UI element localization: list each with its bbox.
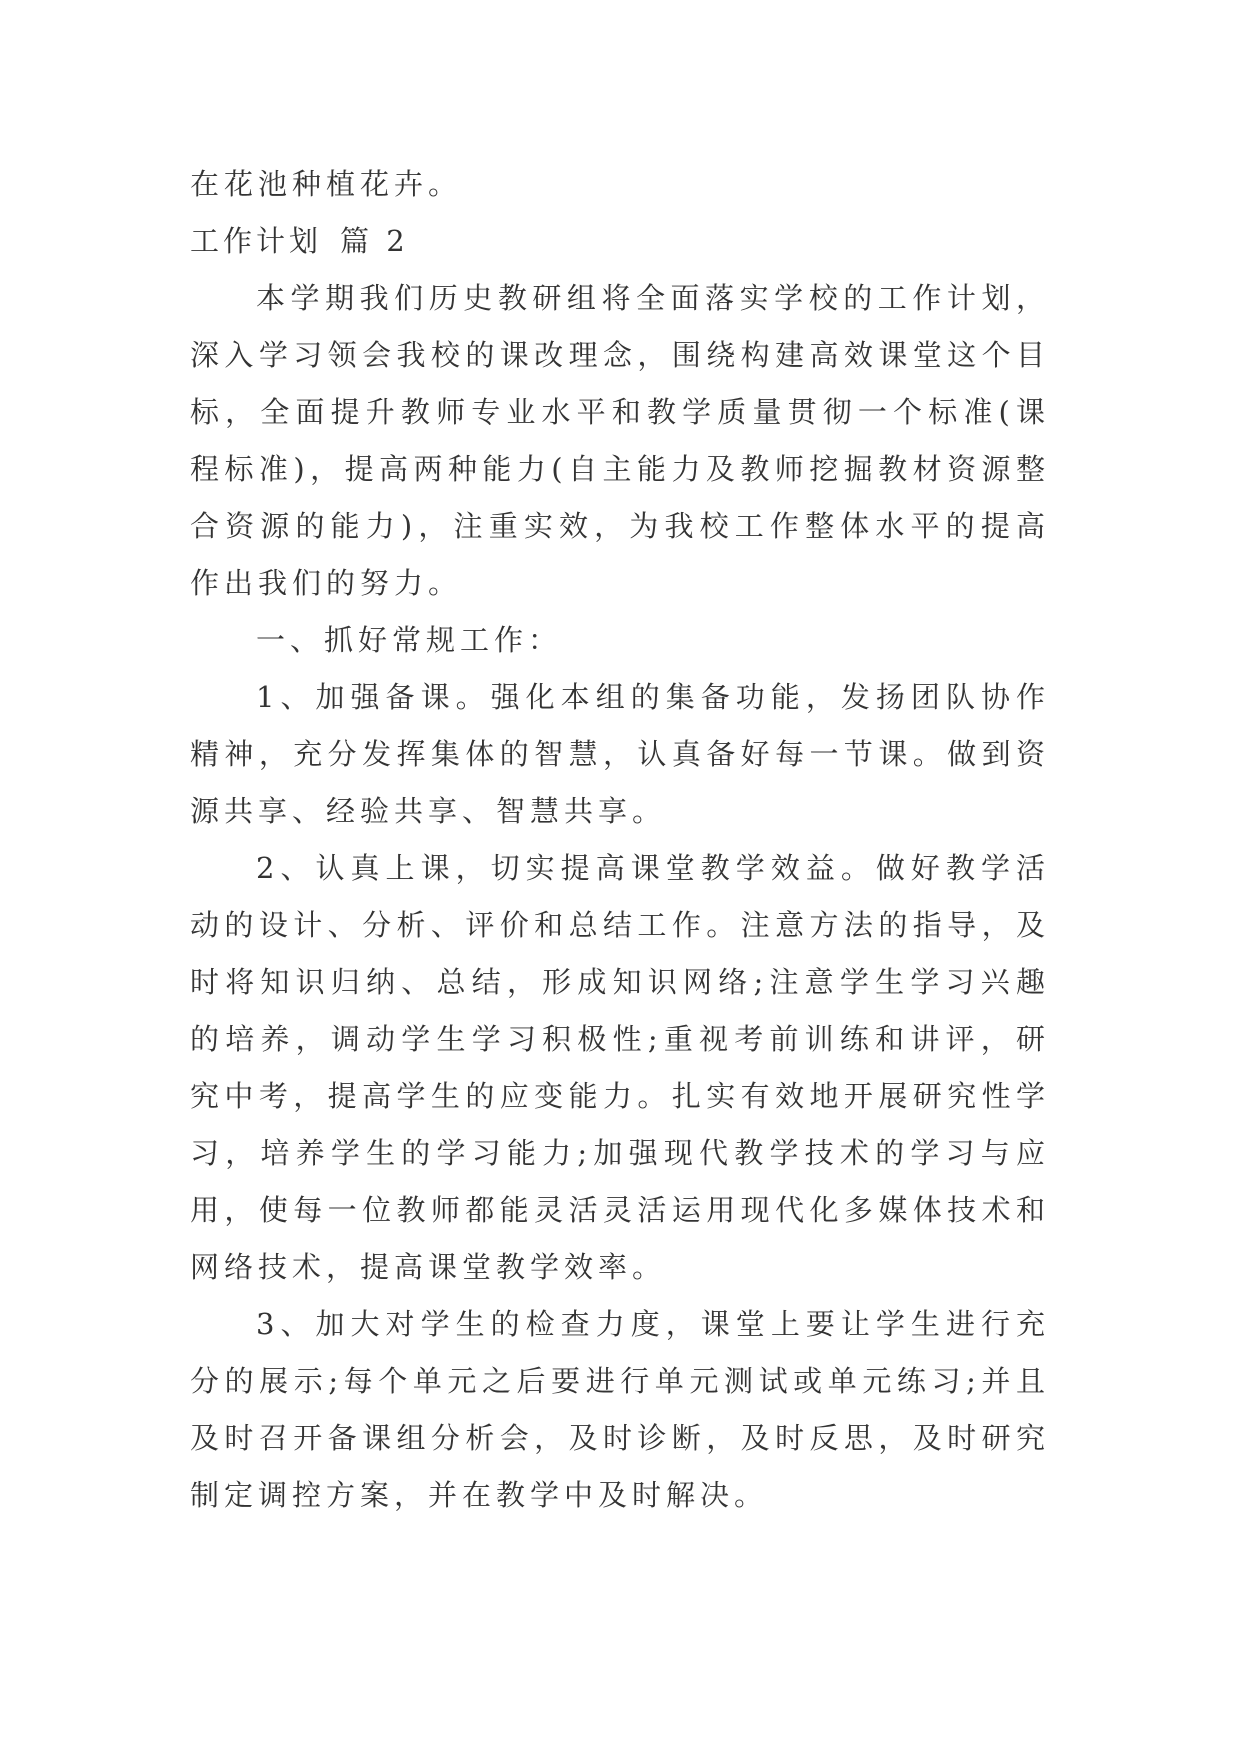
section-title <box>190 213 1050 270</box>
heading-routine-work: 一、抓好常规工作： <box>256 623 563 657</box>
section-number: 篇 2 <box>340 224 409 258</box>
list-item-inspection: 3、加大对学生的检查力度，课堂上要让学生进行充分的展示;每个单元之后要进行单元测试或单元练习;并且及时召开备课组分析会，及时诊断，及时反思，及时研究制定调控方案，并在教学中及时解决。 <box>190 1307 1050 1512</box>
intro-paragraph: 本学期我们历史教研组将全面落实学校的工作计划，深入学习领会我校的课改理念，围绕构建高效课堂这个目标，全面提升教师专业水平和教学质量贯彻一个标准(课程标准)，提高两种能力(自主能力及教师挖掘教材资源整合资源的能力)，注重实效，为我校工作整体水平的提高作出我们的努力。 <box>190 281 1050 600</box>
document-body <box>190 156 1050 1524</box>
continuation-text: 在花池种植花卉。 <box>190 167 463 201</box>
list-item-preparation: 1、加强备课。强化本组的集备功能，发扬团队协作精神，充分发挥集体的智慧，认真备好每一节课。做到资源共享、经验共享、智慧共享。 <box>190 680 1050 828</box>
list-item-teaching: 2、认真上课，切实提高课堂教学效益。做好教学活动的设计、分析、评价和总结工作。注意方法的指导，及时将知识归纳、总结，形成知识网络;注意学生学习兴趣的培养，调动学生学习积极性;重视考前训练和讲评，研究中考，提高学生的应变能力。扎实有效地开展研究性学习，培养学生的学习能力;加强现代教学技术的学习与应用，使每一位教师都能灵活灵活运用现代化多媒体技术和网络技术，提高课堂教学效率。 <box>190 851 1050 1284</box>
section-title-text: 工作计划 <box>190 224 323 258</box>
